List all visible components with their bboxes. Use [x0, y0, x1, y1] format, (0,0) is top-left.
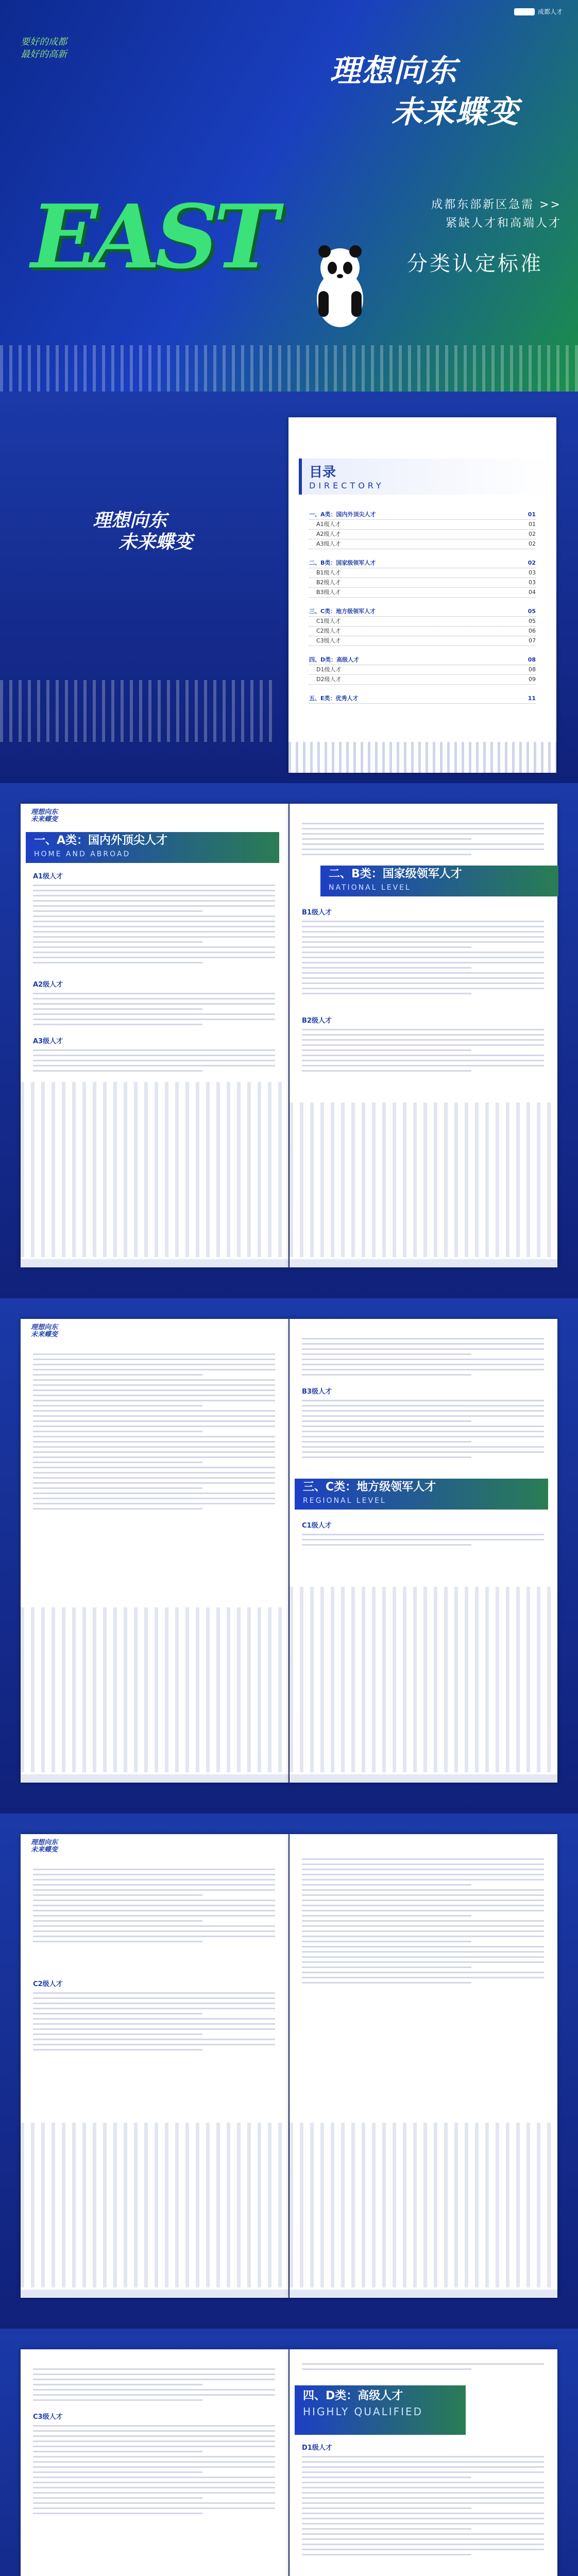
toc-list	[309, 510, 536, 704]
toc-item[interactable]: B1级人才 03	[309, 568, 536, 578]
section-d-header	[295, 2385, 466, 2435]
brand-badge	[514, 7, 563, 16]
page-left-3	[21, 1834, 288, 2298]
side-slogan-line1: 理想向东	[93, 510, 167, 531]
page-right-2	[290, 1319, 557, 1783]
brand-text: 成都人才	[537, 8, 563, 15]
toc-item[interactable]: D1级人才 08	[309, 665, 536, 675]
toc-item[interactable]: C1级人才 05	[309, 617, 536, 626]
text-block	[33, 881, 275, 967]
toc-title-en: DIRECTORY	[309, 481, 384, 490]
section-b-en: NATIONAL LEVEL	[329, 884, 411, 892]
text-block	[33, 989, 275, 1029]
toc-item[interactable]: C3级人才 07	[309, 636, 536, 646]
page-footer	[290, 1774, 557, 1783]
toc-item[interactable]: A3级人才 02	[309, 539, 536, 549]
toc-item[interactable]: C2级人才 06	[309, 626, 536, 636]
text-block	[302, 819, 544, 859]
page-footer	[21, 2290, 288, 2298]
cover-big-title: 分类认定标准	[407, 252, 543, 276]
section-b-header	[320, 866, 558, 896]
spread-1	[0, 783, 578, 1298]
section-a-sub1: A1级人才	[33, 873, 63, 880]
section-d-title: 四、D类：高级人才	[303, 2389, 403, 2402]
side-slogan	[93, 510, 193, 553]
east-letters: EAST	[31, 185, 274, 289]
panda-icon	[309, 242, 371, 330]
spread-4	[0, 2329, 578, 2576]
section-d-sub1: D1级人才	[302, 2444, 332, 2452]
side-slogan-line2: 未来蝶变	[118, 532, 193, 553]
section-c-en: REGIONAL LEVEL	[303, 1497, 386, 1505]
section-c-sub1: C1级人才	[302, 1522, 332, 1530]
page-footer	[290, 1259, 557, 1267]
section-a-sub3: A3级人才	[33, 1038, 63, 1045]
cover-slogan-line2: 未来蝶变	[392, 94, 519, 130]
toc-item[interactable]: A2级人才 02	[309, 530, 536, 539]
toc-item[interactable]: 五、E类：优秀人才 11	[309, 694, 536, 704]
text-block	[302, 917, 544, 998]
toc-title: 目录	[309, 465, 336, 480]
page-right-3	[290, 1834, 557, 2298]
cover-sub-text	[392, 196, 562, 233]
spread-3	[0, 1814, 578, 2329]
toc-skyline	[288, 742, 556, 773]
text-block	[302, 1334, 544, 1379]
page-left-1	[21, 804, 288, 1267]
section-a-sub2: A2级人才	[33, 981, 63, 989]
section-c-title: 三、C类：地方级领军人才	[303, 1481, 436, 1494]
cover-sub-line2: 紧缺人才和高端人才	[445, 217, 562, 230]
cover-slogan-line1: 理想向东	[330, 53, 457, 89]
text-block	[33, 1046, 275, 1075]
spread-2	[0, 1298, 578, 1814]
cover	[0, 0, 578, 392]
cover-small-text: 要好的成都 最好的高新	[21, 37, 67, 60]
section-b-sub2: B2级人才	[302, 1017, 332, 1025]
section-b-title: 二、B类：国家级领军人才	[329, 868, 462, 880]
text-block	[33, 2421, 275, 2518]
section-c-header	[295, 1479, 548, 1510]
text-block	[302, 2452, 544, 2559]
section-a-header	[26, 832, 279, 863]
page-left-4	[21, 2349, 288, 2576]
page-logo: 理想向东 未来蝶变	[31, 1839, 58, 1854]
toc-item[interactable]: A1级人才 01	[309, 520, 536, 530]
text-block	[302, 1025, 544, 1075]
section-b-sub3: B3级人才	[302, 1388, 332, 1396]
page-logo: 理想向东 未来蝶变	[31, 808, 58, 823]
toc-item[interactable]: B3级人才 04	[309, 588, 536, 598]
toc-item[interactable]: 四、D类：高级人才 08	[309, 655, 536, 665]
toc-skyline	[0, 680, 278, 742]
section-a-title: 一、A类：国内外顶尖人才	[34, 834, 168, 847]
toc-item[interactable]: 一、A类：国内外顶尖人才 01	[309, 510, 536, 520]
page-footer	[21, 1259, 288, 1267]
toc-item[interactable]: 二、B类：国家级领军人才 02	[309, 558, 536, 568]
cover-skyline	[0, 345, 578, 392]
page-right-1	[290, 804, 557, 1267]
page-skyline	[21, 1082, 288, 1257]
page-skyline	[290, 2123, 557, 2287]
page-footer	[290, 2290, 557, 2298]
section-d-en: HIGHLY QUALIFIED	[303, 2405, 423, 2418]
page-skyline	[21, 1607, 288, 1772]
toc-band	[0, 392, 578, 783]
brand-logo-icon	[514, 8, 535, 15]
toc-item[interactable]: 三、C类：地方级领军人才 05	[309, 607, 536, 617]
page-logo: 理想向东 未来蝶变	[31, 1324, 58, 1338]
page-skyline	[290, 1103, 557, 1257]
text-block	[302, 1855, 544, 1987]
page-skyline	[290, 1587, 557, 1772]
page-skyline	[21, 2123, 288, 2287]
toc-page	[288, 417, 556, 773]
page-left-2	[21, 1319, 288, 1783]
section-b-sub1: B1级人才	[302, 909, 332, 917]
toc-item[interactable]: B2级人才 03	[309, 578, 536, 588]
toc-item[interactable]: D2级人才 09	[309, 675, 536, 685]
text-block	[33, 1989, 275, 2054]
section-a-en: HOME AND ABROAD	[34, 850, 131, 858]
section-c-sub2: C2级人才	[33, 1980, 63, 1988]
text-block	[33, 1350, 275, 1513]
text-block	[33, 2365, 275, 2404]
section-c-sub3: C3级人才	[33, 2413, 63, 2421]
toc-header	[299, 459, 549, 495]
cover-sub-line1: 成都东部新区急需 >>	[431, 198, 562, 211]
text-block	[33, 1865, 275, 1946]
page-right-4	[290, 2349, 557, 2576]
page-footer	[21, 1774, 288, 1783]
text-block	[302, 1396, 544, 1462]
text-block	[302, 1530, 544, 1549]
text-block	[302, 2360, 544, 2374]
